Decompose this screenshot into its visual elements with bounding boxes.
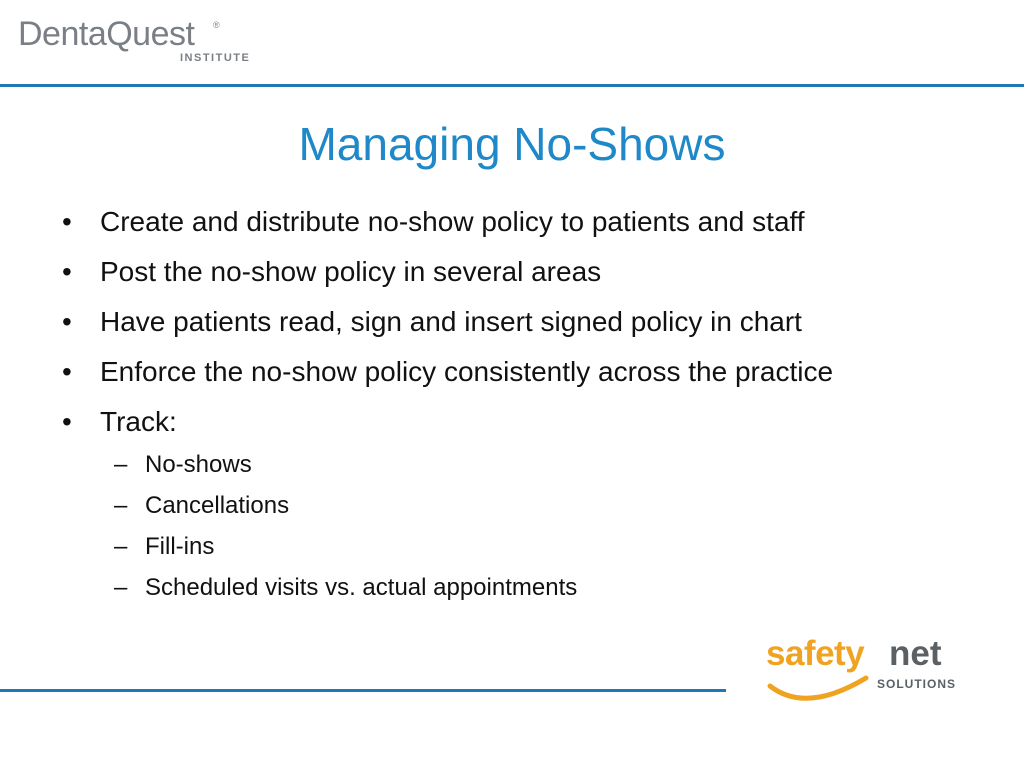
bullet-text: Create and distribute no-show policy to patients and staff (100, 206, 805, 237)
sub-bullet-item (62, 448, 982, 482)
safety-net-swoosh-icon (766, 672, 876, 708)
bullet-text: Post the no-show policy in several areas (100, 256, 602, 287)
sub-bullet-dash: – (114, 574, 128, 601)
sub-bullet-item (62, 571, 982, 605)
sub-bullet-item (62, 530, 982, 564)
bullet-item (62, 352, 920, 392)
sub-bullet-text: Cancellations (145, 492, 290, 519)
bullet-item (62, 302, 982, 342)
safety-net-logo (766, 632, 966, 712)
bullet-text: Track: (100, 406, 177, 437)
slide-content (62, 202, 982, 612)
sub-bullet-dash: – (114, 492, 128, 519)
bullet-text: Have patients read, sign and insert signed policy in chart (100, 306, 802, 337)
header-divider (0, 84, 1024, 87)
safety-net-logo-word1: safety (766, 634, 865, 673)
dentaquest-logo-subtitle: INSTITUTE (180, 52, 251, 64)
bullet-item (62, 402, 982, 442)
safety-net-logo-word2: net (889, 634, 942, 673)
bullet-dot: • (62, 356, 72, 387)
bullet-dot: • (62, 306, 72, 337)
sub-bullet-text: No-shows (145, 451, 252, 478)
dentaquest-logo (18, 14, 258, 70)
bullet-dot: • (62, 256, 72, 287)
dentaquest-logo-trademark: ® (213, 20, 220, 30)
bullet-item (62, 202, 982, 242)
footer-divider (0, 689, 726, 692)
bullet-text: Enforce the no-show policy consistently across the practice (100, 356, 834, 387)
slide-title: Managing No-Shows (298, 118, 726, 170)
sub-bullet-text: Scheduled visits vs. actual appointments (145, 574, 578, 601)
safety-net-logo-subtitle: SOLUTIONS (877, 677, 957, 691)
track-sublist (62, 448, 982, 605)
dentaquest-logo-name: DentaQuest (18, 15, 195, 53)
sub-bullet-dash: – (114, 533, 128, 560)
sub-bullet-item (62, 489, 982, 523)
sub-bullet-dash: – (114, 451, 128, 478)
bullet-dot: • (62, 406, 72, 437)
bullet-item (62, 252, 982, 292)
sub-bullet-text: Fill-ins (145, 533, 215, 560)
bullet-dot: • (62, 206, 72, 237)
